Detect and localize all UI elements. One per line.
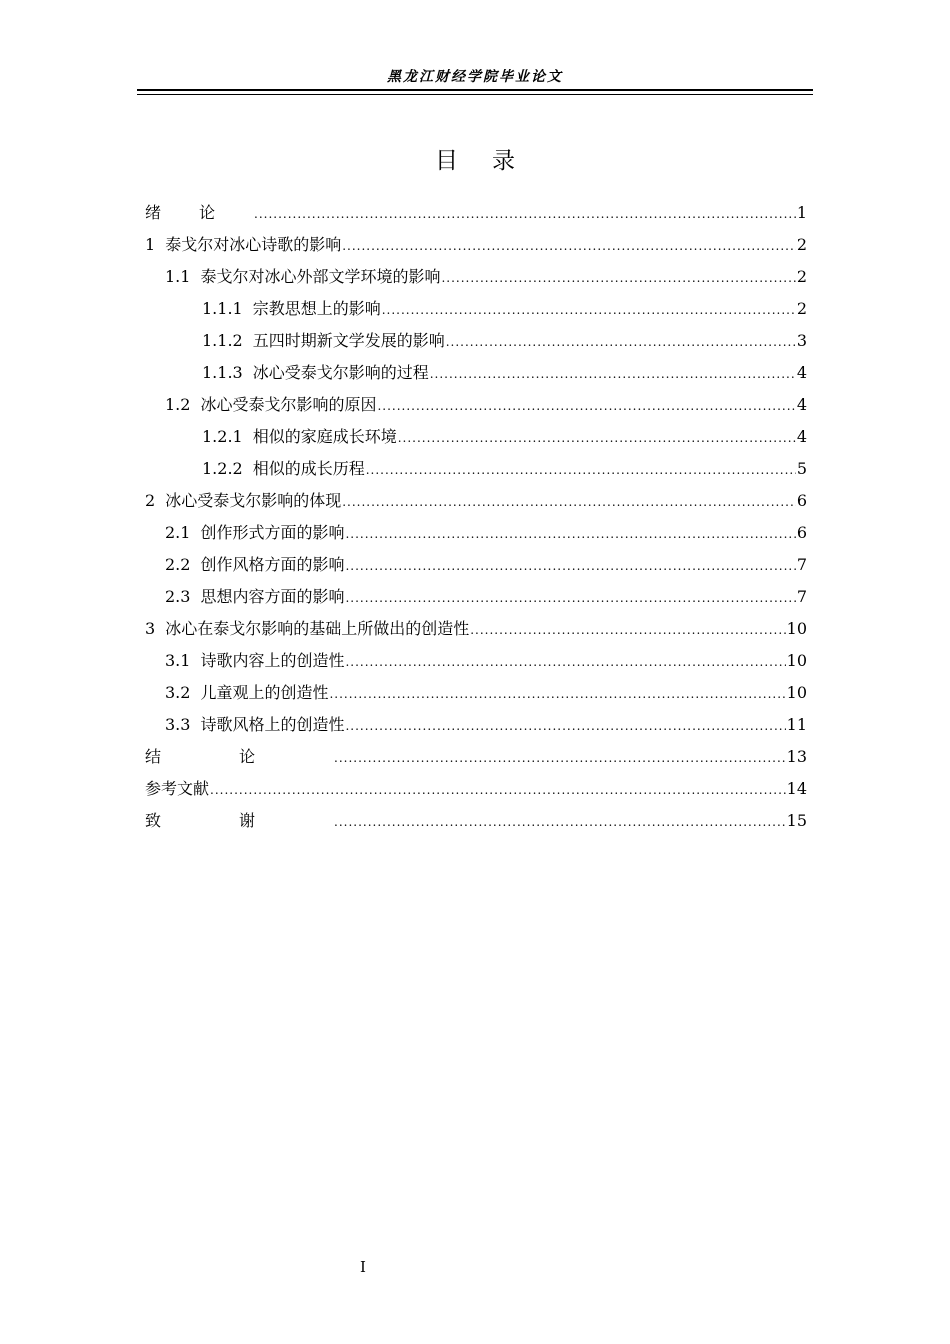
header-rule-thin — [137, 94, 813, 95]
toc-dot-leader — [345, 518, 795, 550]
toc-entry-title: 五四时期新文学发展的影响 — [252, 331, 445, 350]
toc-entry-title: 思想内容方面的影响 — [200, 587, 345, 606]
toc-dot-leader — [342, 230, 796, 262]
toc-entry[interactable] — [145, 741, 807, 773]
toc-entry-number: 2.1 — [165, 523, 191, 542]
toc-entry[interactable] — [145, 549, 807, 581]
header-rule-thick — [137, 89, 813, 91]
toc-dot-leader — [345, 646, 785, 678]
toc-entry[interactable] — [145, 261, 807, 293]
toc-entry-number: 3.1 — [165, 651, 191, 670]
toc-entry[interactable] — [145, 485, 807, 517]
toc-entry[interactable] — [145, 805, 807, 837]
table-of-contents — [145, 197, 807, 837]
toc-entry-title: 结论 — [145, 747, 334, 766]
toc-dot-leader — [470, 614, 785, 646]
toc-entry[interactable] — [145, 613, 807, 645]
toc-entry-page: 5 — [796, 459, 807, 478]
toc-entry[interactable] — [145, 645, 807, 677]
toc-entry-page: 2 — [796, 299, 807, 318]
toc-entry[interactable] — [145, 357, 807, 389]
toc-dot-leader — [210, 774, 786, 806]
toc-entry-number: 1.2 — [165, 395, 191, 414]
toc-entry-title: 宗教思想上的影响 — [252, 299, 381, 318]
toc-entry-number: 2.3 — [165, 587, 191, 606]
toc-entry-page: 3 — [796, 331, 807, 350]
toc-entry-page: 6 — [796, 523, 807, 542]
toc-entry-page: 15 — [786, 811, 807, 830]
running-header: 黑龙江财经学院毕业论文 — [387, 69, 563, 85]
toc-entry-title: 儿童观上的创造性 — [200, 683, 329, 702]
toc-entry-title: 泰戈尔对冰心外部文学环境的影响 — [200, 267, 441, 286]
toc-entry-page: 4 — [796, 363, 807, 382]
toc-entry-number: 3 — [145, 619, 156, 638]
toc-dot-leader — [345, 582, 795, 614]
toc-entry-title: 诗歌内容上的创造性 — [200, 651, 345, 670]
toc-entry-number: 1.1.2 — [202, 331, 243, 350]
toc-entry-number: 1 — [145, 235, 156, 254]
toc-entry-title: 冰心在泰戈尔影响的基础上所做出的创造性 — [165, 619, 470, 638]
toc-dot-leader — [334, 806, 786, 838]
toc-dot-leader — [430, 358, 796, 390]
toc-entry-page: 10 — [786, 651, 807, 670]
toc-entry-title: 致谢 — [145, 811, 334, 830]
toc-entry[interactable] — [145, 325, 807, 357]
toc-entry-page: 10 — [786, 683, 807, 702]
toc-entry-page: 13 — [786, 747, 807, 766]
toc-entry-title: 创作形式方面的影响 — [200, 523, 345, 542]
toc-entry-number: 1.1.3 — [202, 363, 243, 382]
toc-entry-number: 2.2 — [165, 555, 191, 574]
toc-entry[interactable] — [145, 293, 807, 325]
toc-entry[interactable] — [145, 773, 807, 805]
toc-entry[interactable] — [145, 581, 807, 613]
toc-entry-title: 冰心受泰戈尔影响的过程 — [252, 363, 429, 382]
toc-entry[interactable] — [145, 389, 807, 421]
toc-dot-leader — [345, 710, 785, 742]
toc-entry-title: 相似的成长历程 — [252, 459, 365, 478]
toc-entry-page: 10 — [786, 619, 807, 638]
toc-entry-title: 相似的家庭成长环境 — [252, 427, 397, 446]
toc-entry-title: 参考文献 — [145, 779, 210, 798]
toc-entry-number: 2 — [145, 491, 156, 510]
toc-entry-title: 冰心受泰戈尔影响的原因 — [200, 395, 377, 414]
toc-title: 目录 — [435, 148, 549, 174]
toc-entry-page: 7 — [796, 555, 807, 574]
toc-entry[interactable] — [145, 709, 807, 741]
toc-dot-leader — [366, 454, 796, 486]
toc-entry[interactable] — [145, 197, 807, 229]
toc-entry-page: 2 — [796, 267, 807, 286]
toc-entry-page: 2 — [796, 235, 807, 254]
toc-dot-leader — [441, 262, 795, 294]
toc-entry-number: 1.2.2 — [202, 459, 243, 478]
toc-entry[interactable] — [145, 453, 807, 485]
page-number: I — [360, 1258, 366, 1276]
toc-entry-title: 绪论 — [145, 203, 254, 222]
toc-entry[interactable] — [145, 677, 807, 709]
toc-dot-leader — [342, 486, 796, 518]
toc-dot-leader — [345, 550, 795, 582]
toc-dot-leader — [377, 390, 795, 422]
toc-entry[interactable] — [145, 421, 807, 453]
toc-dot-leader — [398, 422, 796, 454]
toc-dot-leader — [446, 326, 796, 358]
toc-entry-page: 6 — [796, 491, 807, 510]
toc-entry-page: 14 — [786, 779, 807, 798]
toc-dot-leader — [329, 678, 785, 710]
toc-dot-leader — [254, 198, 796, 230]
toc-entry[interactable] — [145, 517, 807, 549]
toc-entry-number: 1.1.1 — [202, 299, 243, 318]
toc-dot-leader — [382, 294, 796, 326]
toc-entry-page: 4 — [796, 427, 807, 446]
toc-entry-number: 3.3 — [165, 715, 191, 734]
toc-entry-number: 1.1 — [165, 267, 191, 286]
toc-entry-page: 1 — [796, 203, 807, 222]
toc-entry-page: 7 — [796, 587, 807, 606]
toc-entry-number: 1.2.1 — [202, 427, 243, 446]
toc-entry[interactable] — [145, 229, 807, 261]
toc-entry-page: 11 — [786, 715, 807, 734]
toc-entry-title: 创作风格方面的影响 — [200, 555, 345, 574]
toc-entry-title: 诗歌风格上的创造性 — [200, 715, 345, 734]
toc-entry-number: 3.2 — [165, 683, 191, 702]
toc-dot-leader — [334, 742, 786, 774]
toc-entry-title: 泰戈尔对冰心诗歌的影响 — [165, 235, 342, 254]
toc-entry-title: 冰心受泰戈尔影响的体现 — [165, 491, 342, 510]
toc-entry-page: 4 — [796, 395, 807, 414]
